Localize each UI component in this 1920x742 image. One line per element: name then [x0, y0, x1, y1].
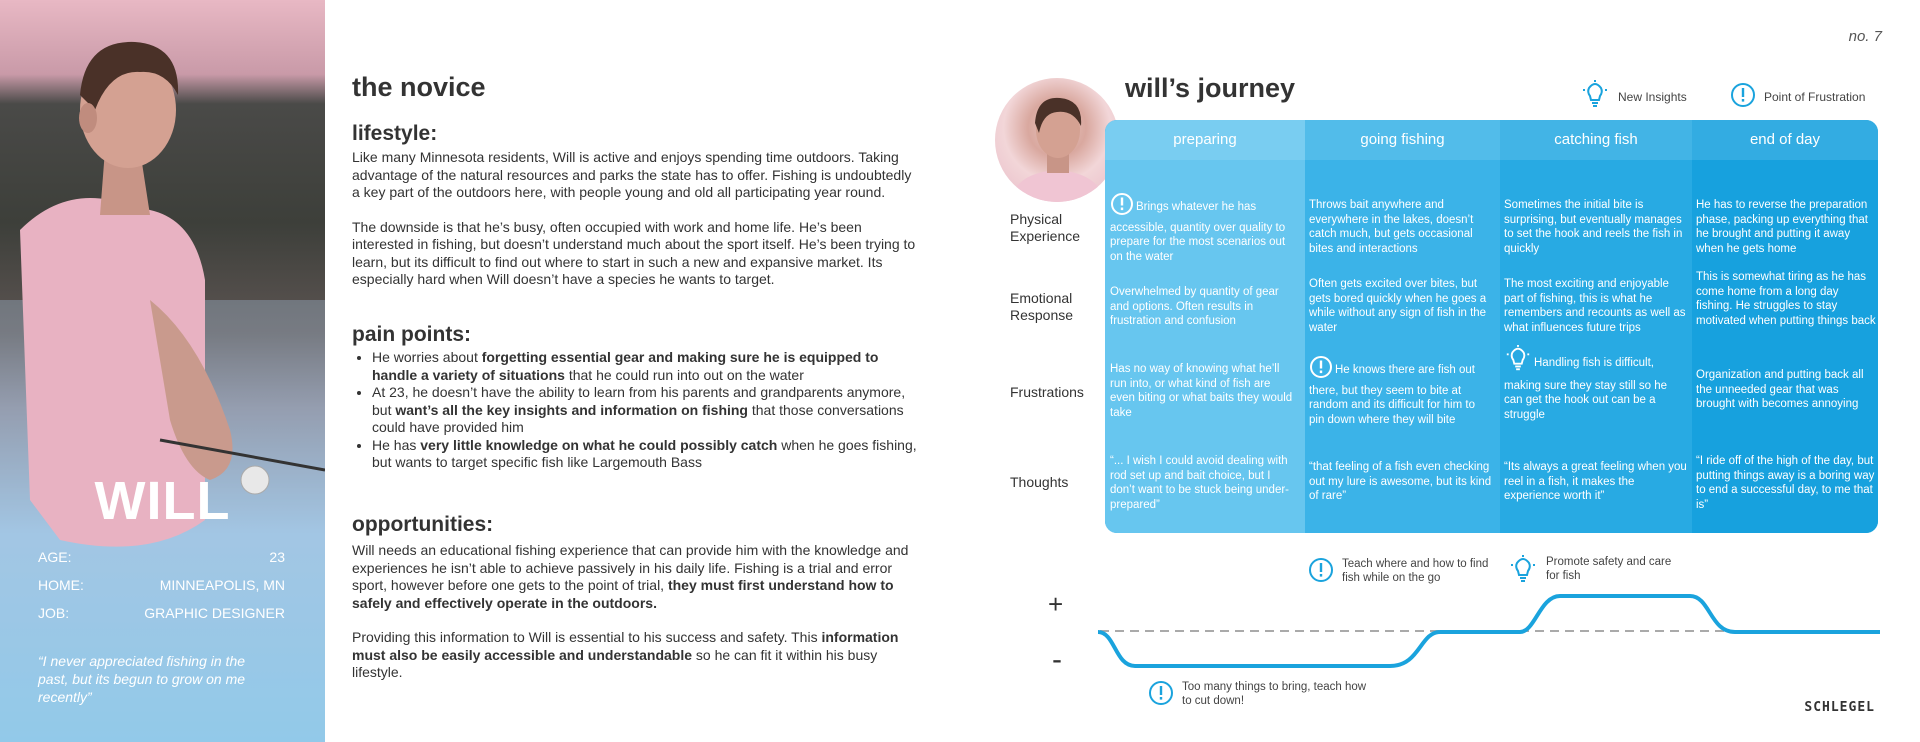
job-row	[38, 605, 285, 621]
note-safety-text: Promote safety and care for fish	[1546, 556, 1672, 582]
persona-name: WILL	[94, 471, 231, 531]
journey-board	[1105, 120, 1878, 533]
journey-title: will’s journey	[1125, 73, 1296, 103]
stage-header: going fishing	[1305, 120, 1500, 160]
row-label-emotional: Emotional Response	[1010, 290, 1074, 323]
avatar	[995, 78, 1119, 202]
age-value: 23	[269, 549, 285, 565]
home-row	[38, 577, 285, 593]
note-cutdown-text: Too many things to bring, teach how to cut down!	[1182, 681, 1367, 707]
pain-points-list	[352, 349, 920, 472]
opportunities-section	[352, 542, 920, 682]
legend-insights	[1580, 80, 1687, 113]
cell-frustrations-end-of-day: Organization and putting back all the unneeded gear that was brought with becomes annoying	[1696, 369, 1864, 410]
pain-points-heading: pain points:	[352, 323, 471, 346]
exclamation-circle-icon	[1309, 355, 1333, 384]
stage-header: preparing	[1105, 120, 1305, 160]
pain-points-section	[352, 349, 920, 472]
exclamation-circle-icon	[1730, 82, 1756, 111]
lightbulb-icon	[1504, 344, 1532, 379]
cell-physical-catching-fish: Sometimes the initial bite is surprising, but eventually manages to set the hook and reels the fish in quickly	[1504, 199, 1683, 255]
avatar-portrait	[995, 78, 1119, 202]
row-label-physical: Physical Experience	[1010, 211, 1081, 244]
emotion-line	[1098, 596, 1880, 666]
persona-photo	[0, 0, 325, 742]
age-row	[38, 549, 285, 565]
emotion-curve	[1090, 580, 1890, 680]
cell-frustrations-preparing: Has no way of knowing what he’ll run into, or what kind of fish are even biting or what baits they would take	[1110, 363, 1293, 419]
persona-quote: “I never appreciated fishing in the past, but its begun to grow on me recently”	[38, 653, 246, 705]
cell-thoughts-catching-fish: “Its always a great feeling when you reel in a fish, it makes the experience worth it”	[1504, 461, 1687, 502]
fisherman-illustration	[0, 0, 325, 742]
lightbulb-icon	[1580, 80, 1610, 113]
cell-physical-end-of-day: He has to reverse the preparation phase, packing up everything that he brought and putting it away when he gets home	[1696, 199, 1868, 255]
lifestyle-paragraph-2: The downside is that he’s busy, often occupied with work and home life. He’s been interested in fishing, but doesn’t understand much about the sport itself. He’s been trying to learn, but its difficult to find out where to start in such a new and expansive market. Its especially hard when Will doesn’t have a species he wants to target.	[352, 218, 916, 287]
positive-marker: +	[1048, 589, 1064, 619]
row-label-thoughts: Thoughts	[1010, 474, 1069, 490]
legend-frustration	[1730, 82, 1865, 111]
list-item: • He has very little knowledge on what he could possibly catch when he goes fishing, but wants to target specific fish like Largemouth Bass	[372, 437, 920, 472]
note-teach-text: Teach where and how to find fish while on the go	[1342, 558, 1489, 584]
designer-signature: SCHLEGEL	[1804, 700, 1875, 715]
stage-header: catching fish	[1500, 120, 1692, 160]
legend-insights-label: New Insights	[1618, 89, 1687, 104]
lifestyle-section	[352, 149, 920, 289]
cell-thoughts-going-fishing: “that feeling of a fish even checking out my lure is awesome, but its kind of rare”	[1309, 461, 1492, 502]
cell-emotional-end-of-day: This is somewhat tiring as he has come home from a long day fishing. He struggles to stay motivated when putting things back	[1696, 271, 1876, 327]
cell-physical-preparing: Brings whatever he has accessible, quantity over quality to prepare for the most scenarios out on the water	[1110, 192, 1294, 264]
row-label-frustrations: Frustrations	[1010, 384, 1084, 400]
cell-thoughts-end-of-day: “I ride off of the high of the day, but putting things away is a boring way to end a successful day, to me that is”	[1696, 455, 1875, 511]
opportunities-paragraph-1: Will needs an educational fishing experience that can provide him with the knowledge and experiences he isn’t able to achieve passively in his daily life. Fishing is a trial and error sport, however before one gets to the point of trial, they must first understand how to safely and effectively operate in the outdoors.	[352, 542, 909, 611]
note-cutdown	[1148, 680, 1368, 710]
home-value: MINNEAPOLIS, MN	[159, 577, 285, 593]
job-value: GRAPHIC DESIGNER	[144, 605, 285, 621]
cell-frustrations-going-fishing: He knows there are fish out there, but they seem to bite at random and its difficult for him to pin down where they will bite	[1309, 355, 1493, 427]
age-label: AGE:	[38, 549, 72, 565]
negative-marker: -	[1052, 643, 1062, 676]
cell-emotional-going-fishing: Often gets excited over bites, but gets bored quickly when he goes a while without any sign of fish in the water	[1309, 278, 1487, 334]
stage-header: end of day	[1692, 120, 1878, 160]
page-number: no. 7	[1848, 28, 1882, 45]
opportunities-heading: opportunities:	[352, 513, 494, 536]
legend-frustration-label: Point of Frustration	[1764, 89, 1866, 104]
list-item: • He worries about forgetting essential gear and making sure he is equipped to handle a variety of situations that he could run into out on the water	[372, 349, 920, 384]
home-label: HOME:	[38, 577, 84, 593]
cell-physical-going-fishing: Throws bait anywhere and everywhere in the lakes, doesn’t catch much, but gets occasional bites and interactions	[1309, 199, 1474, 255]
exclamation-circle-icon	[1110, 192, 1134, 221]
exclamation-circle-icon	[1148, 680, 1174, 710]
lifestyle-paragraph-1: Like many Minnesota residents, Will is active and enjoys spending time outdoors. Taking advantage of the natural resources and parks the state has to offer. Fishing is undoubtedly a key part of the outdoors here, with people young and old all participating year round.	[352, 149, 912, 200]
cell-emotional-catching-fish: The most exciting and enjoyable part of fishing, this is what he remembers and recounts as well as what influences future trips	[1504, 278, 1686, 334]
list-item: • At 23, he doesn’t have the ability to learn from his parents and grandparents anymore, but want’s all the key insights and information on fishing that those conversations could have provided him	[372, 384, 920, 437]
job-label: JOB:	[38, 605, 70, 621]
persona-type-title: the novice	[352, 72, 486, 102]
opportunities-paragraph-2: Providing this information to Will is essential to his success and safety. This information must also be easily accessible and understandable so he can fit it within his busy lifestyle.	[352, 629, 899, 680]
cell-frustrations-catching-fish: Handling fish is difficult, making sure they stay still so he can get the hook out can be a struggle	[1504, 344, 1688, 422]
cell-emotional-preparing: Overwhelmed by quantity of gear and options. Often results in frustration and confusion	[1110, 286, 1279, 327]
cell-thoughts-preparing: “... I wish I could avoid dealing with rod set up and bait choice, but I don’t want to be stuck being under-prepared”	[1110, 455, 1290, 511]
lifestyle-heading: lifestyle:	[352, 122, 438, 145]
